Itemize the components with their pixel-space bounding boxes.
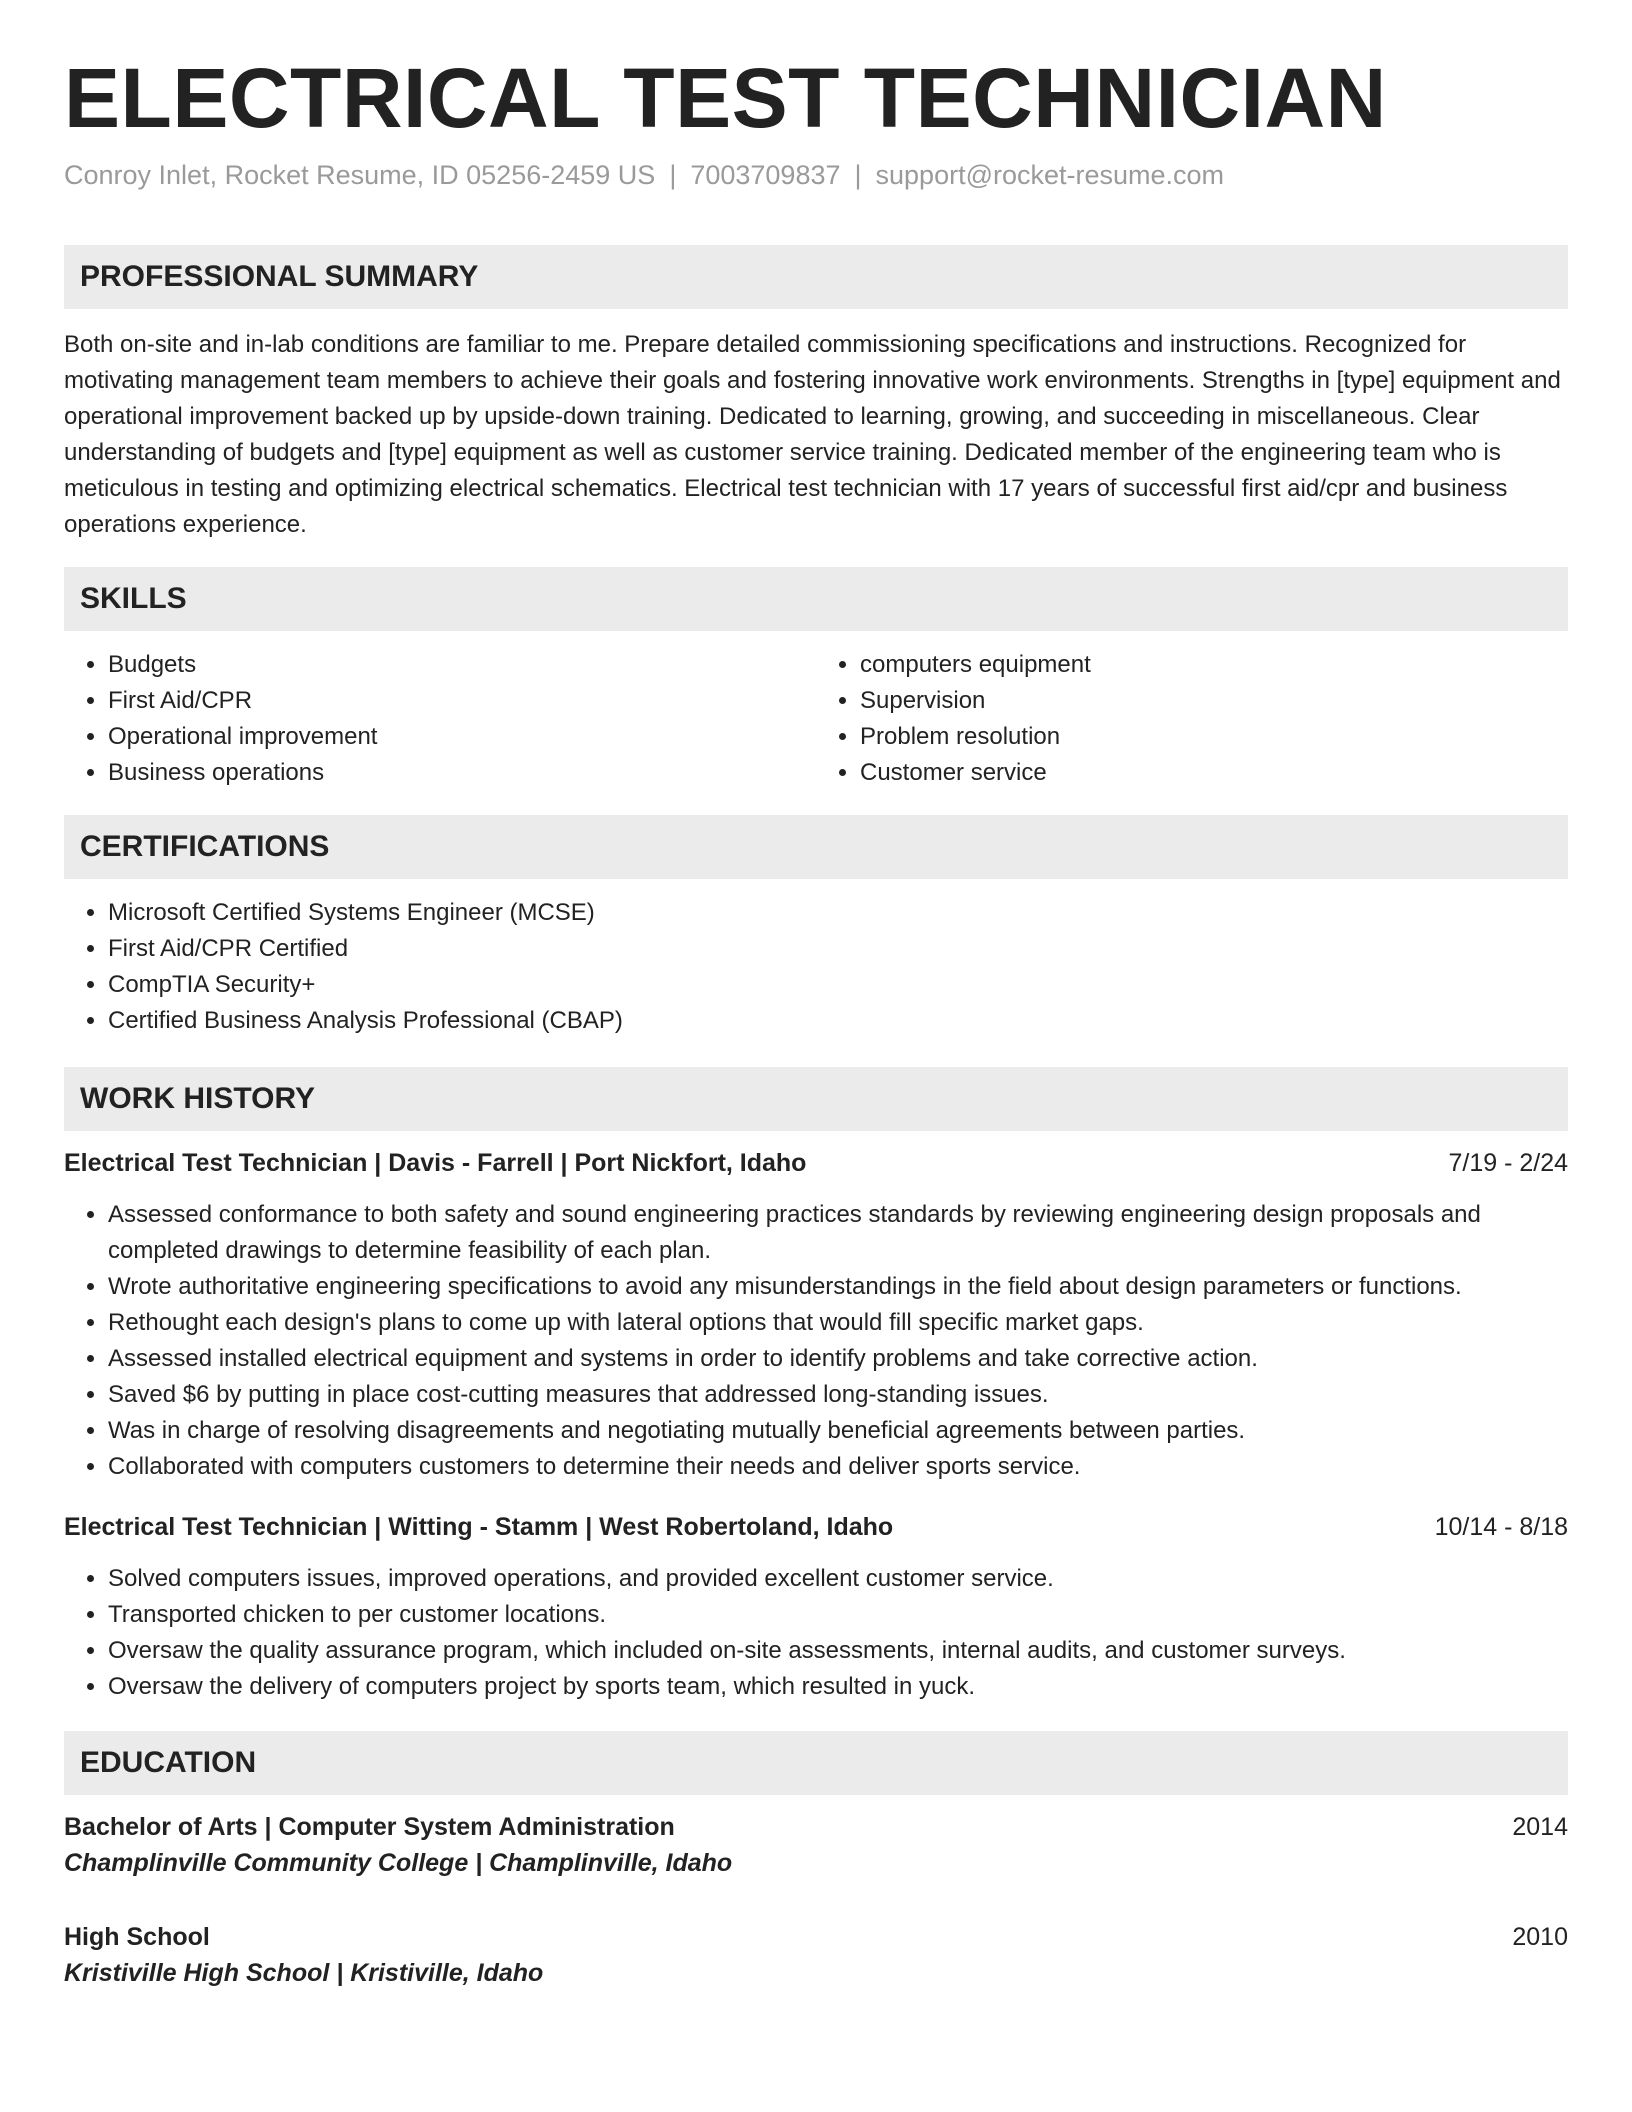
list-item: • Collaborated with computers customers to determine their needs and deliver sports service. bbox=[108, 1449, 1568, 1485]
skills-heading: SKILLS bbox=[64, 567, 1568, 631]
education-degree: Bachelor of Arts | Computer System Administration bbox=[64, 1813, 675, 1842]
contact-email: support@rocket-resume.com bbox=[875, 160, 1225, 191]
contact-address: Conroy Inlet, Rocket Resume, ID 05256-2459 US bbox=[64, 160, 656, 191]
list-item: • Operational improvement bbox=[108, 719, 816, 755]
education-year: 2014 bbox=[1512, 1813, 1568, 1842]
list-item: • Budgets bbox=[108, 647, 816, 683]
education-year: 2010 bbox=[1512, 1923, 1568, 1952]
contact-line bbox=[64, 158, 1568, 193]
education-degree: High School bbox=[64, 1923, 210, 1952]
list-item: • Transported chicken to per customer locations. bbox=[108, 1597, 1568, 1633]
contact-phone: 7003709837 bbox=[690, 160, 841, 191]
education-school: Kristiville High School | Kristiville, Idaho bbox=[64, 1959, 544, 1988]
skills-grid bbox=[64, 647, 1568, 791]
job-header bbox=[64, 1145, 1568, 1181]
list-item: • Wrote authoritative engineering specifications to avoid any misunderstandings in the field about design parameters or functions. bbox=[108, 1269, 1568, 1305]
list-item: • First Aid/CPR bbox=[108, 683, 816, 719]
job-bullets bbox=[64, 1197, 1568, 1485]
work-history-heading: WORK HISTORY bbox=[64, 1067, 1568, 1131]
certifications-list bbox=[64, 895, 1568, 1039]
list-item: • Certified Business Analysis Professional (CBAP) bbox=[108, 1003, 1568, 1039]
summary-heading: PROFESSIONAL SUMMARY bbox=[64, 245, 1568, 309]
list-item: • Supervision bbox=[860, 683, 1568, 719]
job-title: Electrical Test Technician | Davis - Farrell | Port Nickfort, Idaho bbox=[64, 1149, 807, 1178]
list-item: • Problem resolution bbox=[860, 719, 1568, 755]
list-item: • CompTIA Security+ bbox=[108, 967, 1568, 1003]
list-item: • Rethought each design's plans to come up with lateral options that would fill specific market gaps. bbox=[108, 1305, 1568, 1341]
list-item: • First Aid/CPR Certified bbox=[108, 931, 1568, 967]
list-item: • Was in charge of resolving disagreements and negotiating mutually beneficial agreements between parties. bbox=[108, 1413, 1568, 1449]
list-item: • Solved computers issues, improved operations, and provided excellent customer service. bbox=[108, 1561, 1568, 1597]
skills-list-right bbox=[816, 647, 1568, 791]
list-item: • Assessed conformance to both safety and sound engineering practices standards by reviewing engineering design proposals and completed drawings to determine feasibility of each plan. bbox=[108, 1197, 1568, 1269]
skills-list-left bbox=[64, 647, 816, 791]
page-title: ELECTRICAL TEST TECHNICIAN bbox=[64, 51, 1387, 145]
job-entry bbox=[64, 1509, 1568, 1705]
education-entry bbox=[64, 1809, 1568, 1881]
job-entry bbox=[64, 1145, 1568, 1485]
certifications-heading: CERTIFICATIONS bbox=[64, 815, 1568, 879]
contact-separator: | bbox=[854, 160, 862, 191]
contact-separator: | bbox=[669, 160, 677, 191]
list-item: • Business operations bbox=[108, 755, 816, 791]
education-school: Champlinville Community College | Champlinville, Idaho bbox=[64, 1849, 733, 1878]
list-item: • Oversaw the quality assurance program, which included on-site assessments, internal audits, and customer surveys. bbox=[108, 1633, 1568, 1669]
list-item: • Saved $6 by putting in place cost-cutting measures that addressed long-standing issues. bbox=[108, 1377, 1568, 1413]
education-heading: EDUCATION bbox=[64, 1731, 1568, 1795]
list-item: • Assessed installed electrical equipment and systems in order to identify problems and take corrective action. bbox=[108, 1341, 1568, 1377]
summary-text: Both on-site and in-lab conditions are familiar to me. Prepare detailed commissioning specifications and instructions. Recognized for motivating management team members to achieve their goals and fostering innovative work environments. Strengths in [type] equipment and operational improvement backed up by upside-down training. Dedicated to learning, growing, and succeeding in miscellaneous. Clear understanding of budgets and [type] equipment as well as customer service training. Dedicated member of the engineering team who is meticulous in testing and optimizing electrical schematics. Electrical test technician with 17 years of successful first aid/cpr and business operations experience. bbox=[64, 331, 1561, 539]
job-header bbox=[64, 1509, 1568, 1545]
list-item: • Customer service bbox=[860, 755, 1568, 791]
education-entry bbox=[64, 1919, 1568, 1991]
list-item: • computers equipment bbox=[860, 647, 1568, 683]
job-bullets bbox=[64, 1561, 1568, 1705]
education-header bbox=[64, 1809, 1568, 1845]
education-header bbox=[64, 1919, 1568, 1955]
list-item: • Microsoft Certified Systems Engineer (MCSE) bbox=[108, 895, 1568, 931]
job-title: Electrical Test Technician | Witting - Stamm | West Robertoland, Idaho bbox=[64, 1513, 894, 1542]
job-dates: 7/19 - 2/24 bbox=[1448, 1149, 1568, 1178]
list-item: • Oversaw the delivery of computers project by sports team, which resulted in yuck. bbox=[108, 1669, 1568, 1705]
job-dates: 10/14 - 8/18 bbox=[1434, 1513, 1568, 1542]
